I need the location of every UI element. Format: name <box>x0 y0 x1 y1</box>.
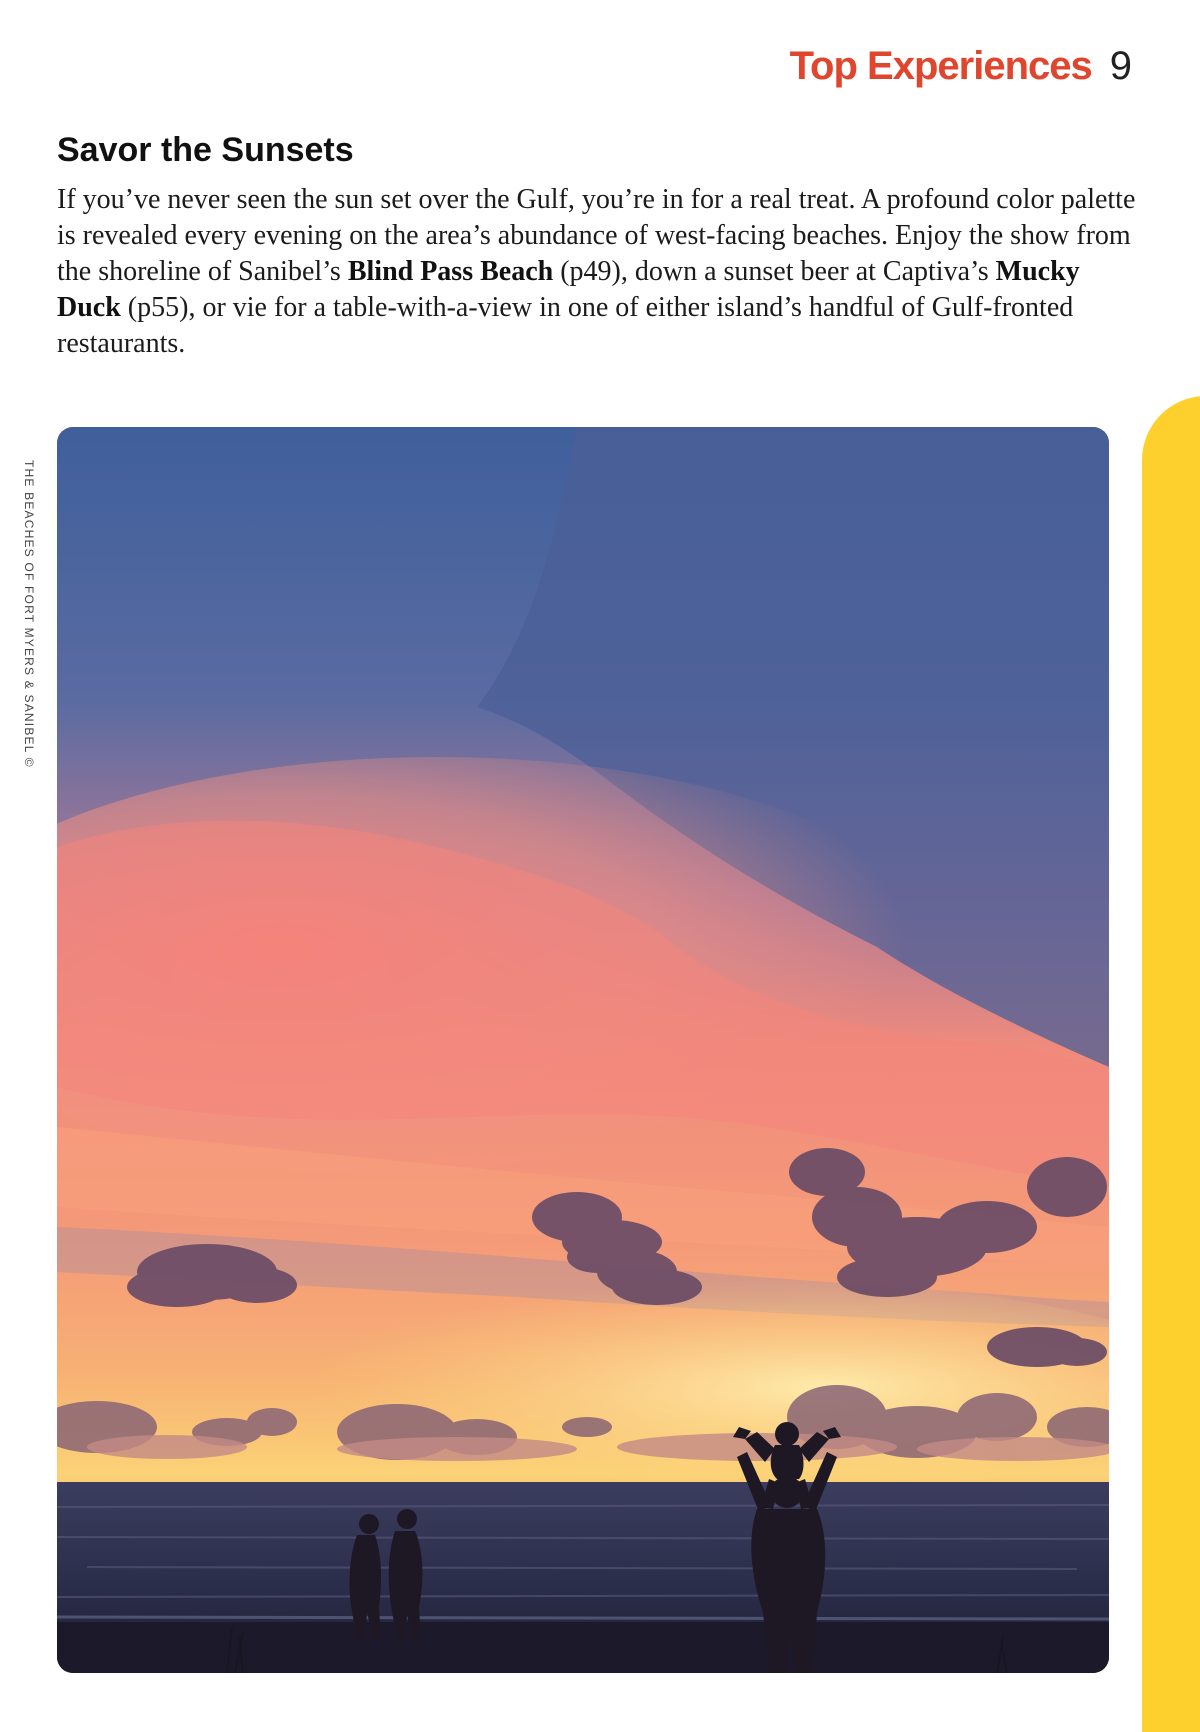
photo-credit: THE BEACHES OF FORT MYERS & SANIBEL © <box>22 460 36 768</box>
article-body <box>57 182 1137 362</box>
article-heading: Savor the Sunsets <box>57 131 354 169</box>
chapter-color-tab <box>1142 396 1200 1732</box>
body-segment: (p49), down a sunset beer at Captiva’s <box>553 256 996 287</box>
running-head <box>790 40 1132 92</box>
body-segment: (p55), or vie for a table-with-a-view in one of either island’s handful of Gulf-fronted restaurants. <box>57 292 1074 359</box>
page-number: 9 <box>1109 44 1132 88</box>
sunset-beach-photo <box>57 427 1109 1673</box>
sunset-illustration <box>57 427 1109 1673</box>
section-title: Top Experiences <box>789 44 1092 88</box>
place-name-mucky-duck: Mucky Duck <box>57 256 1080 323</box>
body-segment: If you’ve never seen the sun set over the Gulf, you’re in for a real treat. A profound color palette is revealed every evening on the area’s abundance of west-facing beaches. Enjoy the show from the shoreline of Sanibel’s <box>57 184 1136 287</box>
place-name-blind-pass-beach: Blind Pass Beach <box>347 256 554 287</box>
